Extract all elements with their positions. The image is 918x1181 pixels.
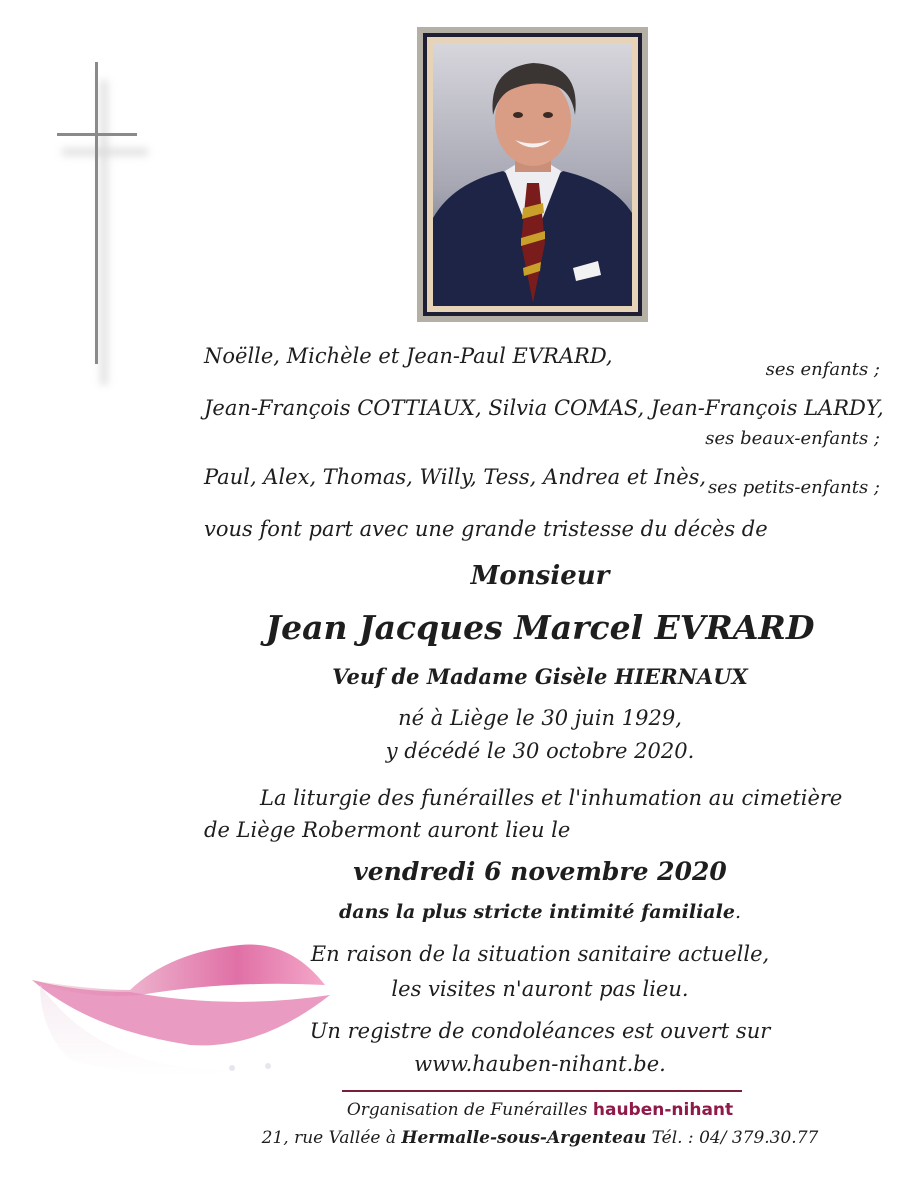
family-grandchildren-role: ses petits-enfants ; (707, 477, 880, 498)
widower-of: Veuf de Madame Gisèle HIERNAUX (332, 664, 748, 689)
liturgy-line-2: de Liège Robermont auront lieu le (204, 818, 571, 842)
death-info: y décédé le 30 octobre 2020. (385, 739, 695, 763)
family-grandchildren-names: Paul, Alex, Thomas, Willy, Tess, Andrea et Inès, (204, 465, 707, 489)
condolence-url[interactable]: www.hauben-nihant.be. (414, 1052, 666, 1076)
footer-divider (342, 1090, 742, 1092)
sanitary-line-2: les visites n'auront pas lieu. (391, 977, 689, 1001)
footer-address (200, 1128, 880, 1148)
deceased-name: Jean Jacques Marcel EVRARD (265, 608, 815, 647)
funeral-date: vendredi 6 novembre 2020 (353, 857, 727, 886)
family-children-role: ses enfants ; (765, 359, 880, 380)
condolence-line: Un registre de condoléances est ouvert sur (309, 1019, 771, 1043)
portrait-frame (417, 27, 648, 322)
family-children-names: Noëlle, Michèle et Jean-Paul EVRARD, (204, 344, 613, 368)
footer-org-prefix: Organisation de Funérailles (346, 1100, 588, 1120)
footer-phone: Tél. : 04/ 379.30.77 (651, 1128, 819, 1148)
footer-town: Hermalle-sous-Argenteau (401, 1128, 647, 1148)
brand-logo: hauben-nihant (592, 1100, 734, 1120)
sanitary-line-1: En raison de la situation sanitaire actuelle, (310, 942, 770, 966)
privacy-note-punct: . (734, 901, 741, 923)
privacy-note-text: dans la plus stricte intimité familiale (339, 901, 735, 923)
birth-info: né à Liège le 30 juin 1929, (398, 706, 682, 730)
family-in-laws-role: ses beaux-enfants ; (705, 428, 880, 449)
footer-org (200, 1100, 880, 1120)
family-in-laws-names: Jean-François COTTIAUX, Silvia COMAS, Jean-François LARDY, (204, 396, 884, 420)
footer-address-prefix: 21, rue Vallée à (261, 1128, 397, 1148)
honorific: Monsieur (470, 561, 610, 591)
portrait-photo (433, 43, 632, 306)
liturgy-line-1: La liturgie des funérailles et l'inhumation au cimetière (260, 786, 843, 810)
announcement-text: vous font part avec une grande tristesse du décès de (204, 517, 768, 541)
